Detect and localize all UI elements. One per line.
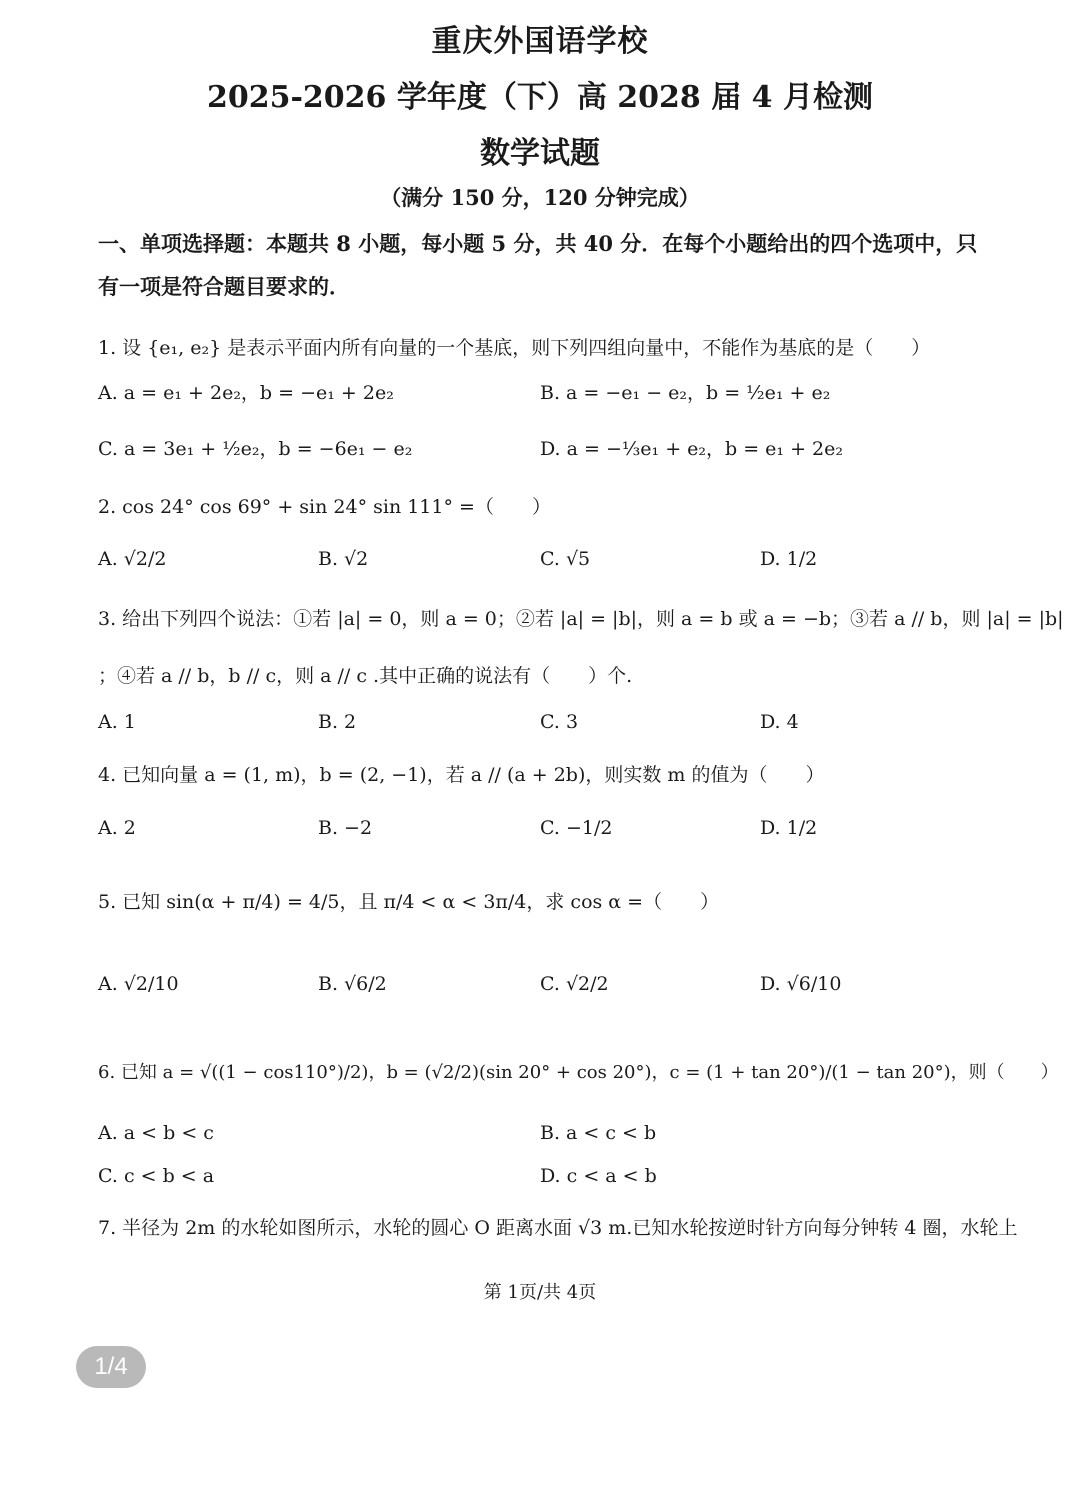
q5-option-c: C. √2/2	[540, 973, 609, 995]
q1-option-d: D. a = −⅓e₁ + e₂，b = e₁ + 2e₂	[540, 438, 843, 460]
q4-option-a: A. 2	[98, 817, 136, 839]
question-4-stem: 4. 已知向量 a = (1, m)，b = (2, −1)，若 a // (a + 2b)，则实数 m 的值为（ ）	[98, 764, 825, 786]
question-7-stem: 7. 半径为 2m 的水轮如图所示，水轮的圆心 O 距离水面 √3 m.已知水轮按逆时针方向每分钟转 4 圈，水轮上	[98, 1217, 1018, 1239]
page-indicator-badge[interactable]: 1/4	[76, 1346, 146, 1388]
question-3-stem: 3. 给出下列四个说法：①若 |a| = 0，则 a = 0；②若 |a| = |b|，则 a = b 或 a = −b；③若 a // b，则 |a| = |b|	[98, 608, 1064, 630]
q5-option-a: A. √2/10	[98, 973, 179, 995]
school-name: 重庆外国语学校	[431, 24, 649, 59]
q2-option-a: A. √2/2	[98, 548, 167, 570]
question-1-stem: 1. 设 {e₁, e₂} 是表示平面内所有向量的一个基底，则下列四组向量中，不能作为基底的是（ ）	[98, 337, 931, 359]
score-note: （满分 150 分，120 分钟完成）	[380, 185, 700, 210]
page-footer: 第 1页/共 4页	[483, 1282, 597, 1303]
q4-option-d: D. 1/2	[760, 817, 818, 839]
q3-option-c: C. 3	[540, 711, 579, 733]
q6-option-c: C. c < b < a	[98, 1165, 215, 1187]
section-heading-cont: 有一项是符合题目要求的．	[98, 274, 350, 299]
q6-option-d: D. c < a < b	[540, 1165, 657, 1187]
q4-option-b: B. −2	[318, 817, 373, 839]
q1-option-a: A. a = e₁ + 2e₂，b = −e₁ + 2e₂	[98, 382, 394, 404]
exam-title: 2025-2026 学年度（下）高 2028 届 4 月检测	[206, 80, 874, 115]
question-3-stem-cont: ；④若 a // b，b // c，则 a // c .其中正确的说法有（ ）个.	[98, 665, 633, 687]
question-5-stem: 5. 已知 sin(α + π/4) = 4/5，且 π/4 < α < 3π/4，求 cos α =（ ）	[98, 891, 720, 913]
q3-option-b: B. 2	[318, 711, 357, 733]
question-6-stem: 6. 已知 a = √((1 − cos110°)/2)，b = (√2/2)(sin 20° + cos 20°)，c = (1 + tan 20°)/(1 − tan 20°)，则（ ）	[98, 1062, 1059, 1083]
q6-option-b: B. a < c < b	[540, 1122, 657, 1144]
q4-option-c: C. −1/2	[540, 817, 613, 839]
q2-option-c: C. √5	[540, 548, 591, 570]
q3-option-d: D. 4	[760, 711, 799, 733]
section-heading: 一、单项选择题：本题共 8 小题，每小题 5 分，共 40 分．在每个小题给出的四个选项中，只	[98, 231, 978, 256]
q1-option-c: C. a = 3e₁ + ½e₂，b = −6e₁ − e₂	[98, 438, 413, 460]
subject-title: 数学试题	[480, 136, 600, 171]
q3-option-a: A. 1	[98, 711, 136, 733]
q2-option-b: B. √2	[318, 548, 369, 570]
question-2-stem: 2. cos 24° cos 69° + sin 24° sin 111° =（ ）	[98, 496, 551, 518]
q5-option-d: D. √6/10	[760, 973, 842, 995]
q5-option-b: B. √6/2	[318, 973, 387, 995]
q2-option-d: D. 1/2	[760, 548, 818, 570]
q1-option-b: B. a = −e₁ − e₂，b = ½e₁ + e₂	[540, 382, 831, 404]
q6-option-a: A. a < b < c	[98, 1122, 214, 1144]
